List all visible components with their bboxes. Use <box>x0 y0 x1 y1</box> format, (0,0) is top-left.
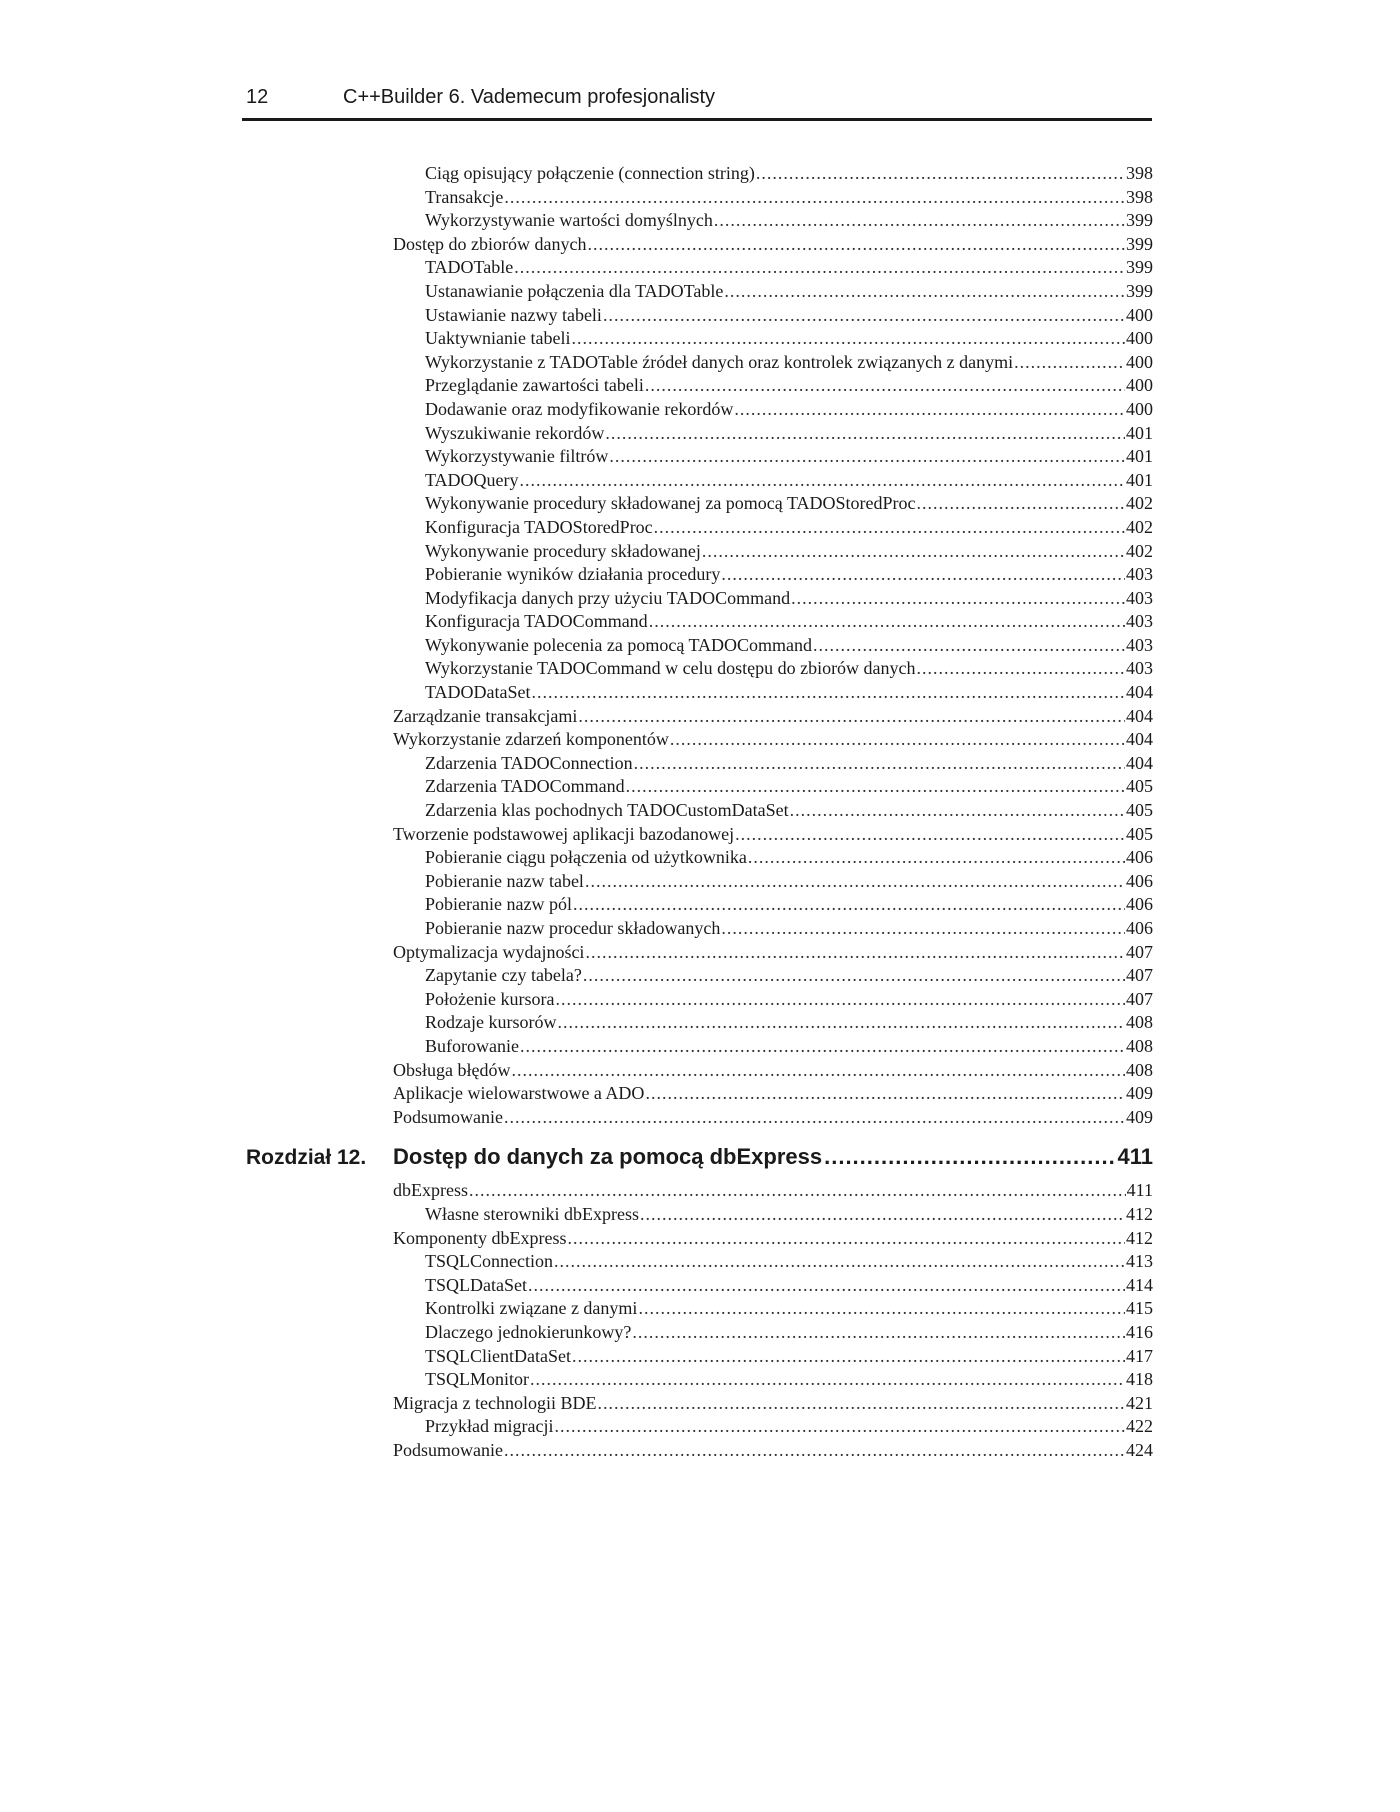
toc-entry-title: Przykład migracji <box>425 1416 554 1437</box>
toc-entry-title: Konfiguracja TADOCommand <box>425 611 648 632</box>
dot-leader <box>640 1204 1125 1225</box>
toc-entry-page: 404 <box>1126 729 1153 750</box>
toc-entry[interactable] <box>393 1346 1153 1370</box>
toc-entry-title: TSQLDataSet <box>425 1274 527 1295</box>
toc-entry-page: 401 <box>1126 422 1153 443</box>
toc-entry[interactable] <box>393 658 1153 682</box>
toc-entry-title: Wykonywanie procedury składowanej za pomocą TADOStoredProc <box>425 493 916 514</box>
toc-entry[interactable] <box>393 281 1153 305</box>
chapter-label: Rozdział 12. <box>246 1146 367 1170</box>
toc-entry[interactable] <box>393 163 1153 187</box>
toc-entry-title: Zdarzenia TADOCommand <box>425 776 625 797</box>
dot-leader <box>638 1298 1125 1319</box>
toc-entry-title: Przeglądanie zawartości tabeli <box>425 375 644 396</box>
toc-entry-title: Komponenty dbExpress <box>393 1227 567 1248</box>
dot-leader <box>645 375 1125 396</box>
toc-entry[interactable] <box>393 423 1153 447</box>
toc-entry[interactable] <box>393 729 1153 753</box>
toc-entry[interactable] <box>393 234 1153 258</box>
toc-entry[interactable] <box>393 493 1153 517</box>
toc-entry-page: 415 <box>1126 1298 1153 1319</box>
toc-entry-page: 404 <box>1126 682 1153 703</box>
toc-entry-title: Wykonywanie procedury składowanej <box>425 540 701 561</box>
toc-entry-page: 403 <box>1126 587 1153 608</box>
toc-entry[interactable] <box>393 470 1153 494</box>
toc-entry-page: 405 <box>1126 800 1153 821</box>
toc-entry-page: 400 <box>1126 398 1153 419</box>
toc-entry[interactable] <box>393 1251 1153 1275</box>
toc-entry[interactable] <box>393 611 1153 635</box>
toc-entry-page: 407 <box>1126 965 1153 986</box>
dot-leader <box>670 729 1125 750</box>
toc-entry-page: 406 <box>1126 870 1153 891</box>
toc-entry-title: Wykorzystanie zdarzeń komponentów <box>393 729 669 750</box>
dot-leader <box>605 423 1125 444</box>
toc-entry-page: 399 <box>1126 233 1153 254</box>
dot-leader <box>567 1228 1125 1249</box>
dot-leader <box>573 894 1125 915</box>
dot-leader <box>609 446 1125 467</box>
toc-entry-page: 409 <box>1126 1083 1153 1104</box>
dot-leader <box>645 1083 1125 1104</box>
running-header <box>242 84 1152 121</box>
toc-entry-page: 399 <box>1126 210 1153 231</box>
toc-entry[interactable] <box>393 1180 1153 1204</box>
book-title: C++Builder 6. Vademecum profesjonalisty <box>343 86 716 108</box>
dot-leader <box>756 163 1125 184</box>
toc-entry-title: TADOQuery <box>425 469 519 490</box>
dot-leader <box>734 399 1125 420</box>
dot-leader <box>585 871 1125 892</box>
toc-entry-page: 400 <box>1126 304 1153 325</box>
toc-entry-page: 416 <box>1126 1321 1153 1342</box>
toc-entry-page: 404 <box>1126 705 1153 726</box>
toc-entry-page: 408 <box>1126 1012 1153 1033</box>
toc-entry-page: 403 <box>1126 611 1153 632</box>
toc-entry[interactable] <box>393 1228 1153 1252</box>
dot-leader <box>532 682 1125 703</box>
dot-leader <box>520 470 1125 491</box>
toc-entry[interactable] <box>393 446 1153 470</box>
dot-leader <box>917 658 1125 679</box>
toc-entry-title: Transakcje <box>425 186 504 207</box>
toc-entry-page: 418 <box>1126 1369 1153 1390</box>
toc-entry-title: TSQLConnection <box>425 1251 553 1272</box>
toc-entry-title: Obsługa błędów <box>393 1059 511 1080</box>
toc-entry[interactable] <box>393 800 1153 824</box>
toc-entry-page: 417 <box>1126 1345 1153 1366</box>
dot-leader <box>791 588 1125 609</box>
toc-entry-page: 401 <box>1126 446 1153 467</box>
toc-entry-title: TSQLClientDataSet <box>425 1345 571 1366</box>
toc-entry-page: 414 <box>1126 1274 1153 1295</box>
toc-entry-title: Buforowanie <box>425 1035 519 1056</box>
toc-entry[interactable] <box>393 1322 1153 1346</box>
toc-entry[interactable] <box>393 352 1153 376</box>
toc-entry-title: TADODataSet <box>425 682 531 703</box>
toc-entry-title: Tworzenie podstawowej aplikacji bazodanowej <box>393 823 735 844</box>
toc-entry[interactable] <box>393 1393 1153 1417</box>
toc-entry-title: Wykorzystanie TADOCommand w celu dostępu do zbiorów danych <box>425 658 916 679</box>
toc-entry[interactable] <box>393 1204 1153 1228</box>
table-of-contents <box>246 163 1153 1463</box>
toc-entry[interactable] <box>393 1036 1153 1060</box>
chapter-heading[interactable] <box>246 1140 1153 1180</box>
toc-entry-title: Migracja z technologii BDE <box>393 1392 597 1413</box>
toc-entry-page: 411 <box>1126 1180 1153 1201</box>
toc-entry[interactable] <box>393 847 1153 871</box>
toc-entry-page: 400 <box>1126 328 1153 349</box>
dot-leader <box>555 989 1125 1010</box>
toc-entry-title: Ciąg opisujący połączenie (connection string) <box>425 163 755 183</box>
dot-leader <box>557 1012 1125 1033</box>
toc-entry[interactable] <box>393 1298 1153 1322</box>
toc-entry-title: Położenie kursora <box>425 988 555 1009</box>
toc-entry-title: Ustawianie nazwy tabeli <box>425 304 602 325</box>
toc-entry-page: 412 <box>1126 1227 1153 1248</box>
dot-leader <box>634 753 1125 774</box>
toc-entry-title: Optymalizacja wydajności <box>393 941 585 962</box>
toc-entry-page: 405 <box>1126 776 1153 797</box>
toc-entry[interactable] <box>393 989 1153 1013</box>
toc-entry-title: Dodawanie oraz modyfikowanie rekordów <box>425 398 734 419</box>
chapter-page: 411 <box>1117 1144 1153 1170</box>
toc-entry-title: Podsumowanie <box>393 1439 503 1460</box>
chapter-title: Dostęp do danych za pomocą dbExpress <box>393 1144 823 1170</box>
toc-entry[interactable] <box>393 1275 1153 1299</box>
toc-entry[interactable] <box>393 1369 1153 1393</box>
toc-entry-page: 404 <box>1126 752 1153 773</box>
toc-entry-title: Wykorzystywanie filtrów <box>425 446 609 467</box>
dot-leader <box>514 257 1125 278</box>
toc-entry-title: Dlaczego jednokierunkowy? <box>425 1321 632 1342</box>
dot-leader <box>702 541 1125 562</box>
toc-entry[interactable] <box>393 210 1153 234</box>
toc-entry-page: 403 <box>1126 634 1153 655</box>
toc-entry-page: 406 <box>1126 894 1153 915</box>
toc-entry-title: Konfiguracja TADOStoredProc <box>425 516 653 537</box>
dot-leader <box>603 305 1125 326</box>
toc-entry[interactable] <box>393 871 1153 895</box>
toc-entry-page: 403 <box>1126 564 1153 585</box>
toc-entry[interactable] <box>393 1083 1153 1107</box>
dot-leader <box>813 635 1125 656</box>
toc-entry-title: Pobieranie nazw tabel <box>425 870 584 891</box>
toc-entry[interactable] <box>393 894 1153 918</box>
dot-leader <box>1014 352 1125 373</box>
toc-section-chapter-11-continued <box>393 163 1153 1130</box>
dot-leader <box>511 1060 1125 1081</box>
dot-leader <box>824 1144 1115 1170</box>
toc-entry-page: 408 <box>1126 1059 1153 1080</box>
toc-entry-title: Pobieranie nazw pól <box>425 894 572 915</box>
dot-leader <box>469 1180 1126 1201</box>
dot-leader <box>649 611 1125 632</box>
toc-entry-title: Dostęp do zbiorów danych <box>393 233 587 254</box>
dot-leader <box>530 1369 1125 1390</box>
dot-leader <box>597 1393 1125 1414</box>
toc-entry-page: 401 <box>1126 469 1153 490</box>
toc-entry-title: Rodzaje kursorów <box>425 1012 557 1033</box>
toc-entry-page: 399 <box>1126 257 1153 278</box>
toc-entry-title: Zapytanie czy tabela? <box>425 965 582 986</box>
toc-entry-title: Zdarzenia TADOConnection <box>425 752 633 773</box>
toc-entry[interactable] <box>393 517 1153 541</box>
toc-entry-page: 400 <box>1126 375 1153 396</box>
chapter-title-line <box>393 1144 1153 1170</box>
toc-entry-page: 402 <box>1126 516 1153 537</box>
toc-entry-title: Wykorzystanie z TADOTable źródeł danych oraz kontrolek związanych z danymi <box>425 351 1014 372</box>
toc-entry[interactable] <box>393 541 1153 565</box>
toc-entry-page: 399 <box>1126 280 1153 301</box>
toc-entry-page: 413 <box>1126 1251 1153 1272</box>
toc-entry-page: 424 <box>1126 1439 1153 1460</box>
toc-entry-page: 421 <box>1126 1392 1153 1413</box>
toc-entry-title: Wykorzystywanie wartości domyślnych <box>425 210 713 231</box>
toc-entry-title: Pobieranie nazw procedur składowanych <box>425 918 721 938</box>
dot-leader <box>632 1322 1125 1343</box>
toc-entry[interactable] <box>393 965 1153 989</box>
dot-leader <box>587 234 1125 255</box>
toc-entry-page: 398 <box>1126 186 1153 207</box>
dot-leader <box>504 187 1125 208</box>
dot-leader <box>735 824 1125 845</box>
toc-entry-title: Modyfikacja danych przy użyciu TADOCommand <box>425 587 791 608</box>
toc-entry-page: 406 <box>1126 847 1153 868</box>
dot-leader <box>528 1275 1125 1296</box>
toc-entry-page: 407 <box>1126 941 1153 962</box>
page-number: 12 <box>246 86 269 108</box>
dot-leader <box>724 281 1125 302</box>
toc-entry[interactable] <box>393 305 1153 329</box>
dot-leader <box>917 493 1126 514</box>
toc-entry-title: Własne sterowniki dbExpress <box>425 1203 639 1224</box>
toc-entry-page: 400 <box>1126 351 1153 372</box>
toc-entry-page: 409 <box>1126 1106 1153 1127</box>
dot-leader <box>585 942 1125 963</box>
toc-entry-title: dbExpress <box>393 1180 468 1201</box>
toc-entry-title: Ustanawianie połączenia dla TADOTable <box>425 280 724 301</box>
dot-leader <box>748 847 1125 868</box>
toc-entry-title: Podsumowanie <box>393 1106 503 1127</box>
toc-entry-page: 406 <box>1126 918 1153 938</box>
toc-entry[interactable] <box>393 1012 1153 1036</box>
toc-entry-title: Pobieranie ciągu połączenia od użytkownika <box>425 847 747 868</box>
dot-leader <box>721 564 1125 585</box>
dot-leader <box>583 965 1125 986</box>
dot-leader <box>572 1346 1125 1367</box>
dot-leader <box>721 918 1125 939</box>
toc-entry[interactable] <box>393 1440 1153 1464</box>
toc-entry[interactable] <box>393 824 1153 848</box>
toc-entry-page: 407 <box>1126 988 1153 1009</box>
toc-entry[interactable] <box>393 399 1153 423</box>
dot-leader <box>790 800 1125 821</box>
toc-entry-page: 408 <box>1126 1035 1153 1056</box>
toc-entry-page: 403 <box>1126 658 1153 679</box>
toc-entry[interactable] <box>393 635 1153 659</box>
toc-entry[interactable] <box>393 328 1153 352</box>
toc-entry[interactable] <box>393 753 1153 777</box>
toc-entry-title: Zdarzenia klas pochodnych TADOCustomDataSet <box>425 800 789 821</box>
toc-entry-title: Pobieranie wyników działania procedury <box>425 564 721 585</box>
toc-entry-page: 402 <box>1126 540 1153 561</box>
toc-entry[interactable] <box>393 257 1153 281</box>
toc-entry[interactable] <box>393 918 1153 942</box>
dot-leader <box>578 706 1125 727</box>
toc-entry-page: 405 <box>1126 823 1153 844</box>
dot-leader <box>504 1440 1125 1461</box>
toc-entry[interactable] <box>393 187 1153 211</box>
toc-entry[interactable] <box>393 942 1153 966</box>
toc-entry-page: 422 <box>1126 1416 1153 1437</box>
dot-leader <box>520 1036 1125 1057</box>
toc-entry[interactable] <box>393 1107 1153 1131</box>
toc-entry-title: Aplikacje wielowarstwowe a ADO <box>393 1083 645 1104</box>
toc-entry[interactable] <box>393 776 1153 800</box>
dot-leader <box>554 1416 1125 1437</box>
toc-entry[interactable] <box>393 706 1153 730</box>
toc-entry-title: TADOTable <box>425 257 514 278</box>
toc-entry[interactable] <box>393 588 1153 612</box>
dot-leader <box>554 1251 1125 1272</box>
toc-entry-page: 402 <box>1126 493 1153 514</box>
toc-entry[interactable] <box>393 682 1153 706</box>
toc-entry-page: 412 <box>1126 1203 1153 1224</box>
toc-entry-title: Wyszukiwanie rekordów <box>425 422 605 443</box>
toc-entry[interactable] <box>393 1060 1153 1084</box>
toc-entry[interactable] <box>393 564 1153 588</box>
toc-entry[interactable] <box>393 375 1153 399</box>
toc-entry-title: Kontrolki związane z danymi <box>425 1298 638 1319</box>
toc-entry-title: Uaktywnianie tabeli <box>425 328 571 349</box>
dot-leader <box>626 776 1125 797</box>
dot-leader <box>654 517 1125 538</box>
dot-leader <box>504 1107 1125 1128</box>
toc-entry-title: Zarządzanie transakcjami <box>393 705 578 726</box>
dot-leader <box>571 328 1125 349</box>
dot-leader <box>714 210 1125 231</box>
toc-entry-title: TSQLMonitor <box>425 1369 530 1390</box>
toc-section-chapter-12 <box>393 1180 1153 1463</box>
toc-entry[interactable] <box>393 1416 1153 1440</box>
toc-entry-page: 398 <box>1126 163 1153 183</box>
toc-entry-title: Wykonywanie polecenia za pomocą TADOCommand <box>425 634 813 655</box>
